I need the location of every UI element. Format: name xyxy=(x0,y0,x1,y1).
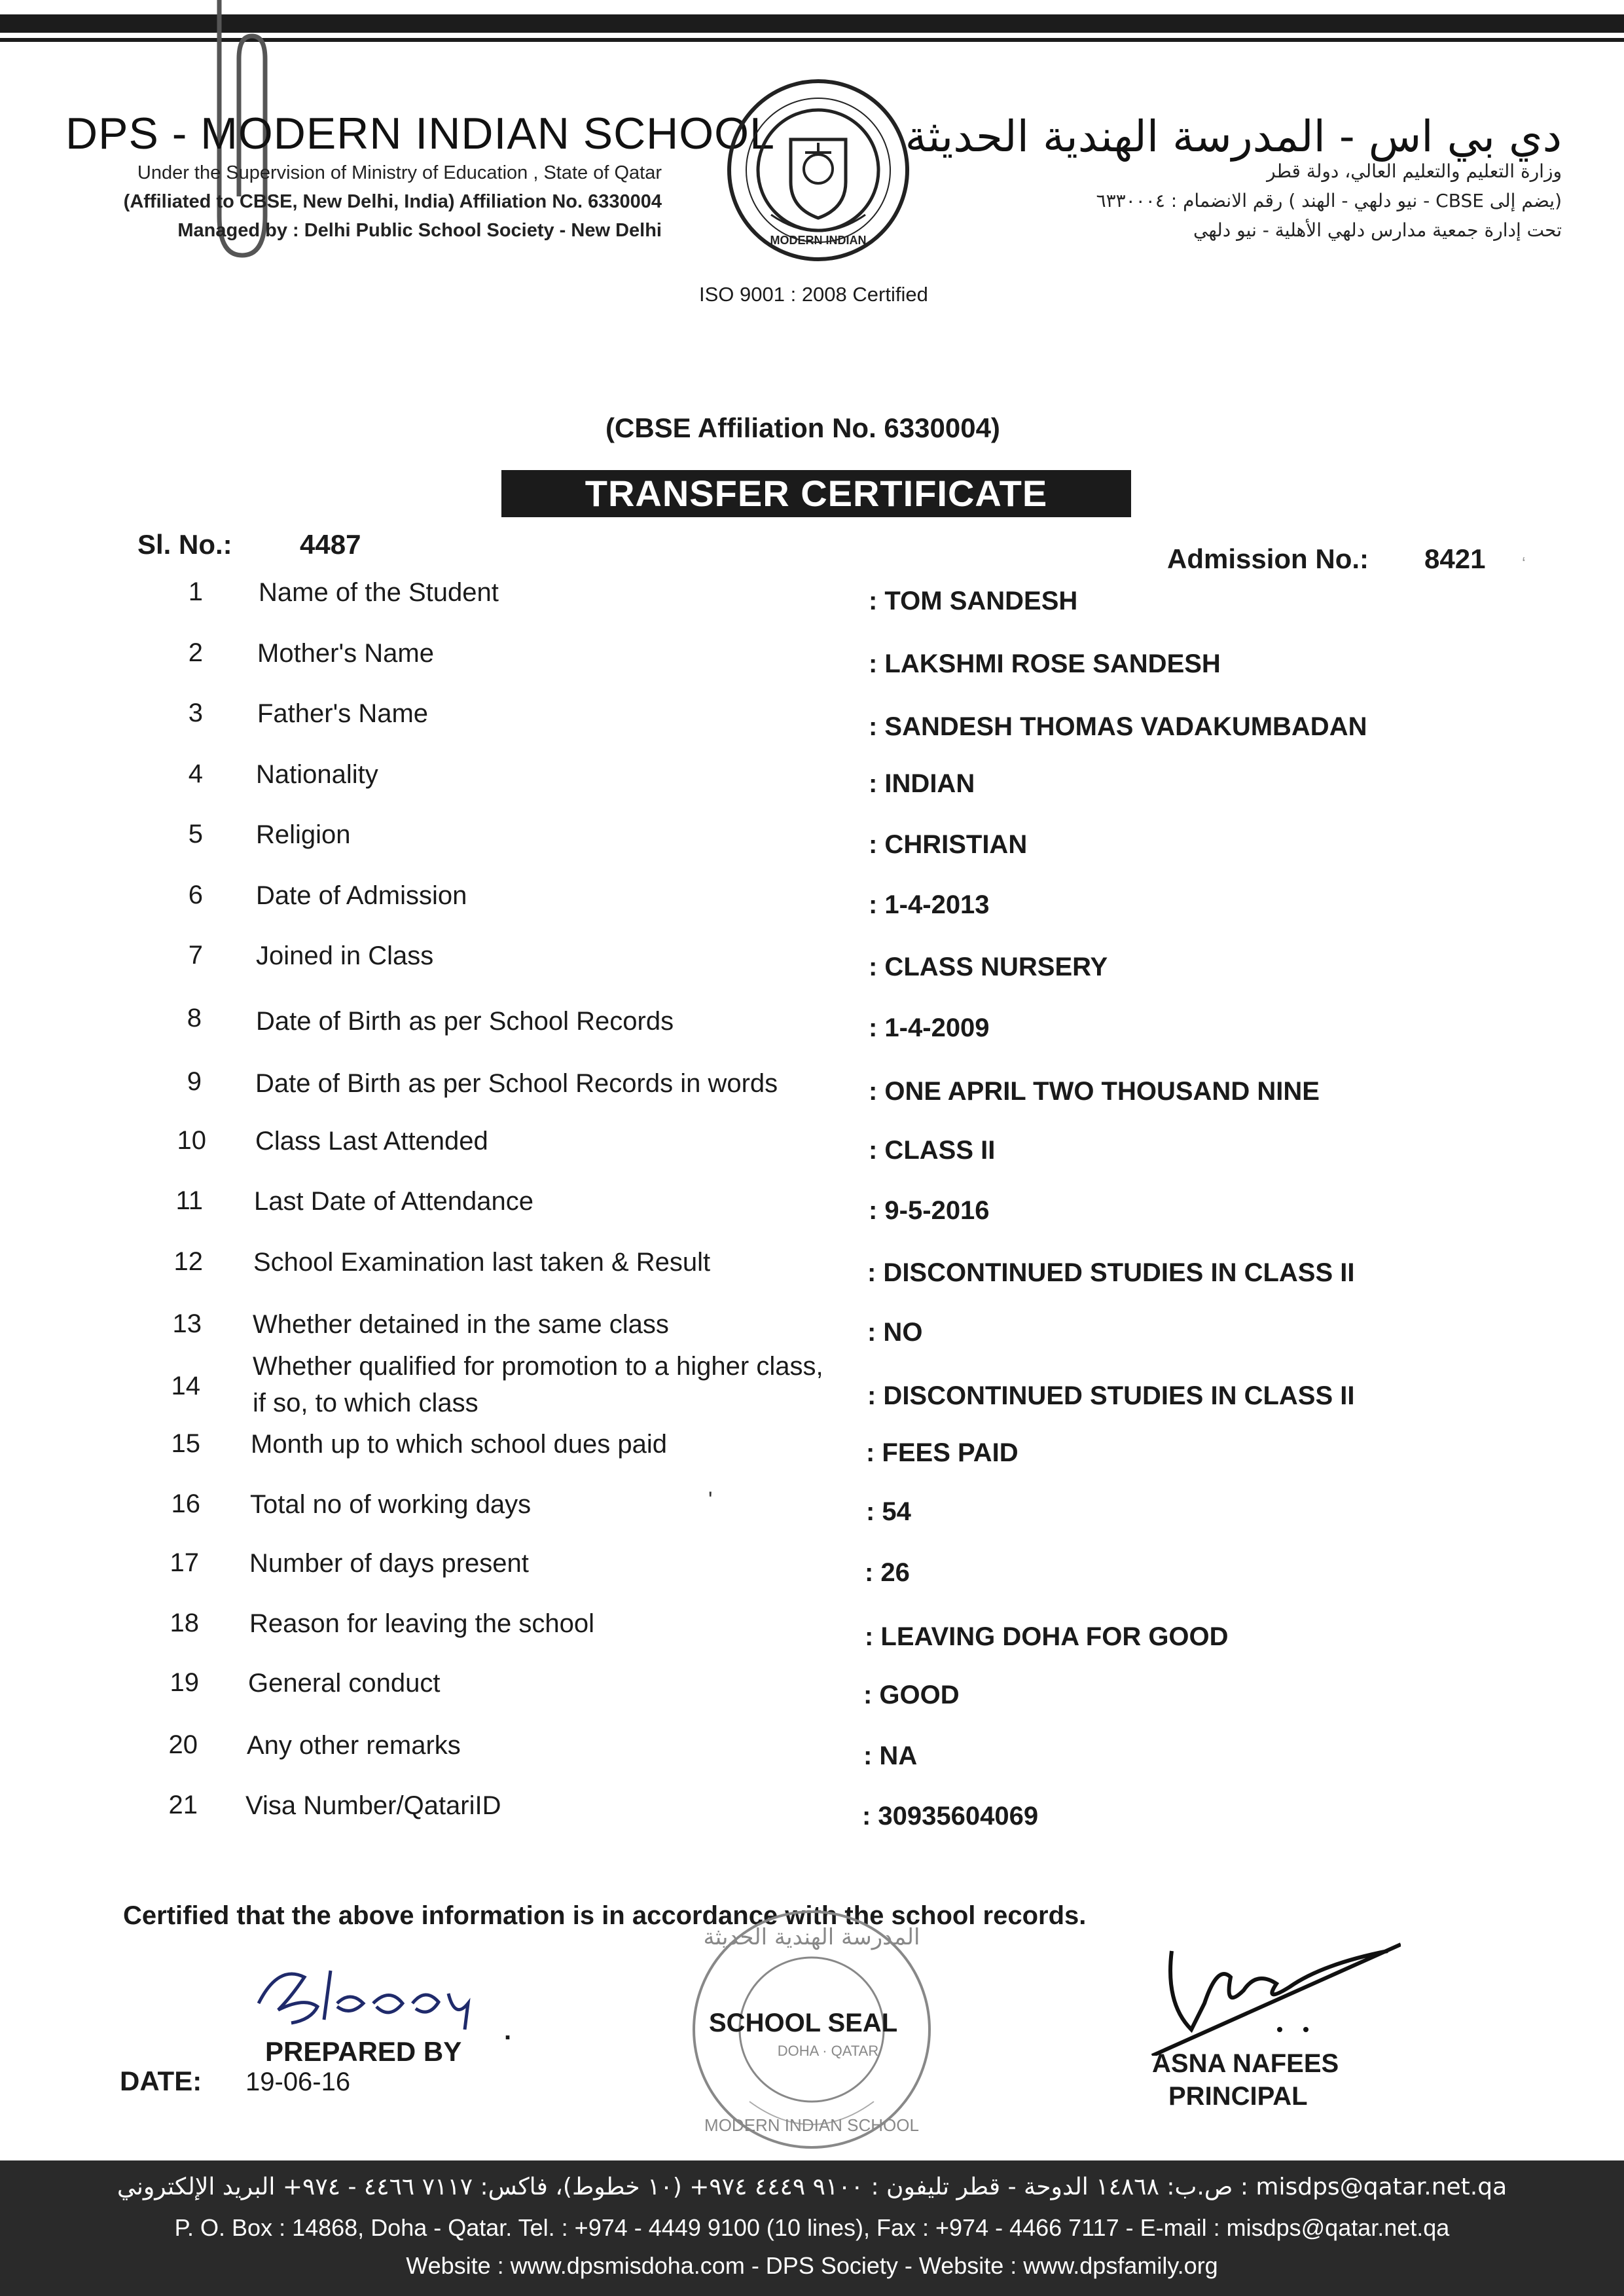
row-number: 14 xyxy=(171,1372,200,1400)
row-number: 2 xyxy=(188,638,203,667)
certification-statement: Certified that the above information is in accordance with the school records. xyxy=(123,1901,1087,1930)
row-value: : DISCONTINUED STUDIES IN CLASS II xyxy=(867,1381,1355,1410)
row-value: : INDIAN xyxy=(869,769,975,798)
smudge-mark: ‘ xyxy=(1522,553,1526,573)
row-label: Whether detained in the same class xyxy=(253,1310,669,1339)
supervision-line: Under the Supervision of Ministry of Education , State of Qatar xyxy=(137,162,662,183)
row-number: 8 xyxy=(187,1004,202,1032)
row-label: Last Date of Attendance xyxy=(254,1187,533,1216)
arabic-management-line: تحت إدارة جمعية مدارس دلهي الأهلية - نيو دلهي xyxy=(1193,219,1562,241)
row-value: : CLASS NURSERY xyxy=(869,953,1108,981)
row-label: Date of Admission xyxy=(256,881,467,910)
row-value: : FEES PAID xyxy=(866,1438,1019,1467)
serial-number-label: Sl. No.: xyxy=(137,529,232,560)
row-label-continued: if so, to which class xyxy=(253,1389,478,1417)
row-value: : DISCONTINUED STUDIES IN CLASS II xyxy=(867,1258,1355,1287)
row-label: Any other remarks xyxy=(247,1731,461,1760)
row-label: Reason for leaving the school xyxy=(249,1609,594,1638)
row-value: : 26 xyxy=(865,1558,910,1587)
arabic-school-name: دي بي اس - المدرسة الهندية الحديثة xyxy=(905,111,1562,162)
row-value: : CLASS II xyxy=(869,1136,996,1165)
footer-website: Website : www.dpsmisdoha.com - DPS Society - Website : www.dpsfamily.org xyxy=(406,2252,1218,2279)
row-label: Month up to which school dues paid xyxy=(251,1430,667,1459)
row-number: 3 xyxy=(188,699,203,727)
school-name: DPS - MODERN INDIAN SCHOOL xyxy=(65,109,775,158)
row-number: 19 xyxy=(170,1668,199,1697)
row-number: 18 xyxy=(170,1609,199,1637)
row-value: : CHRISTIAN xyxy=(869,830,1028,859)
row-value: : TOM SANDESH xyxy=(869,587,1078,615)
row-number: 1 xyxy=(188,577,203,606)
svg-text:MODERN INDIAN SCHOOL: MODERN INDIAN SCHOOL xyxy=(704,2115,919,2135)
row-label: Mother's Name xyxy=(257,639,434,668)
footer-arabic-contact: misdps@qatar.net.qa : ص.ب: ١٤٨٦٨ الدوحة - قطر تليفون : ٩١٠٠ ٤٤٤٩ ٩٧٤+ (١٠ خطوط)، فاكس: ٧١١٧ ٤٤٦٦ - ٩٧٤+ البريد الإلكتروني xyxy=(117,2174,1507,2200)
svg-text:المدرسة الهندية الحديثة: المدرسة الهندية الحديثة xyxy=(703,1924,920,1950)
row-value: : 30935604069 xyxy=(862,1802,1039,1831)
row-number: 12 xyxy=(173,1247,203,1276)
managed-by-line: Managed by : Delhi Public School Society - New Delhi xyxy=(177,220,662,241)
row-number: 5 xyxy=(188,820,203,848)
svg-text:MODERN INDIAN: MODERN INDIAN xyxy=(770,234,867,247)
row-number: 20 xyxy=(168,1730,198,1759)
row-number: 13 xyxy=(172,1309,202,1338)
row-label: Total no of working days xyxy=(250,1490,532,1519)
row-value: : 1-4-2013 xyxy=(869,890,990,919)
row-label: Whether qualified for promotion to a higher class, xyxy=(253,1352,823,1381)
cbse-affiliation-heading: (CBSE Affiliation No. 6330004) xyxy=(605,412,1000,443)
row-label: Visa Number/QatariID xyxy=(245,1791,501,1820)
principal-signature-icon xyxy=(1126,1925,1401,2056)
principal-title: PRINCIPAL xyxy=(1168,2082,1308,2111)
row-label: Class Last Attended xyxy=(255,1127,488,1156)
row-label: Joined in Class xyxy=(256,941,434,970)
row-value: : NA xyxy=(863,1741,918,1770)
row-number: 15 xyxy=(171,1429,200,1458)
school-logo-icon xyxy=(725,77,911,263)
footer-contact: P. O. Box : 14868, Doha - Qatar. Tel. : +974 - 4449 9100 (10 lines), Fax : +974 - 4466 7117 - E-mail : misdps@qatar.net.qa xyxy=(174,2214,1450,2241)
row-value: : 54 xyxy=(866,1497,911,1526)
affiliation-line xyxy=(124,191,662,213)
arabic-affiliation-line: (يضم إلى CBSE - نيو دلهي - الهند ) رقم الانضمام : ٦٣٣٠٠٠٤ xyxy=(1096,190,1562,211)
row-value: : 9-5-2016 xyxy=(869,1196,990,1225)
footer-bar xyxy=(0,2160,1624,2296)
date-value: 19-06-16 xyxy=(245,2068,351,2096)
row-number: 9 xyxy=(187,1067,202,1096)
row-number: 10 xyxy=(177,1126,206,1155)
row-number: 21 xyxy=(168,1791,198,1819)
row-value: : LEAVING DOHA FOR GOOD xyxy=(865,1622,1229,1651)
row-label: Nationality xyxy=(256,760,378,789)
date-label: DATE: xyxy=(120,2066,202,2096)
certificate-title: TRANSFER CERTIFICATE xyxy=(501,470,1131,517)
arabic-ministry-line: وزارة التعليم والتعليم العالي، دولة قطر xyxy=(1267,160,1562,182)
svg-text:DOHA · QATAR: DOHA · QATAR xyxy=(777,2043,879,2059)
row-label: Date of Birth as per School Records xyxy=(256,1007,674,1036)
row-label: Date of Birth as per School Records in words xyxy=(255,1069,778,1098)
row-value: : SANDESH THOMAS VADAKUMBADAN xyxy=(869,712,1367,741)
row-label: Father's Name xyxy=(257,699,429,728)
row-value: : 1-4-2009 xyxy=(869,1013,990,1042)
row-label: Religion xyxy=(256,820,351,849)
row-value: : ONE APRIL TWO THOUSAND NINE xyxy=(869,1077,1320,1106)
row-number: 6 xyxy=(188,881,203,909)
row-label: General conduct xyxy=(248,1669,441,1698)
admission-number-label: Admission No.: xyxy=(1167,543,1369,574)
prepared-by-signature-icon xyxy=(252,1958,501,2036)
row-value: : GOOD xyxy=(863,1681,960,1709)
school-seal-label: SCHOOL SEAL xyxy=(709,2009,898,2037)
smudge-mark: ' xyxy=(708,1487,713,1512)
row-label: School Examination last taken & Result xyxy=(253,1248,711,1277)
row-value: : LAKSHMI ROSE SANDESH xyxy=(869,649,1221,678)
row-value: : NO xyxy=(867,1318,923,1347)
row-label: Name of the Student xyxy=(259,578,499,607)
row-number: 17 xyxy=(170,1548,199,1577)
signature-dot: . xyxy=(504,2016,512,2045)
affiliation-text: (Affiliated to CBSE, New Delhi, India) Affiliation No. 6330004 xyxy=(123,191,662,212)
row-number: 11 xyxy=(175,1186,203,1215)
row-number: 7 xyxy=(188,941,203,970)
row-number: 16 xyxy=(171,1489,200,1518)
principal-name: ASNA NAFEES xyxy=(1152,2049,1339,2078)
row-label: Number of days present xyxy=(249,1549,529,1578)
serial-number-value: 4487 xyxy=(300,529,361,560)
prepared-by-label: PREPARED BY xyxy=(265,2036,462,2067)
admission-number-value: 8421 xyxy=(1424,543,1486,574)
iso-certification: ISO 9001 : 2008 Certified xyxy=(699,283,928,306)
row-number: 4 xyxy=(188,759,203,788)
